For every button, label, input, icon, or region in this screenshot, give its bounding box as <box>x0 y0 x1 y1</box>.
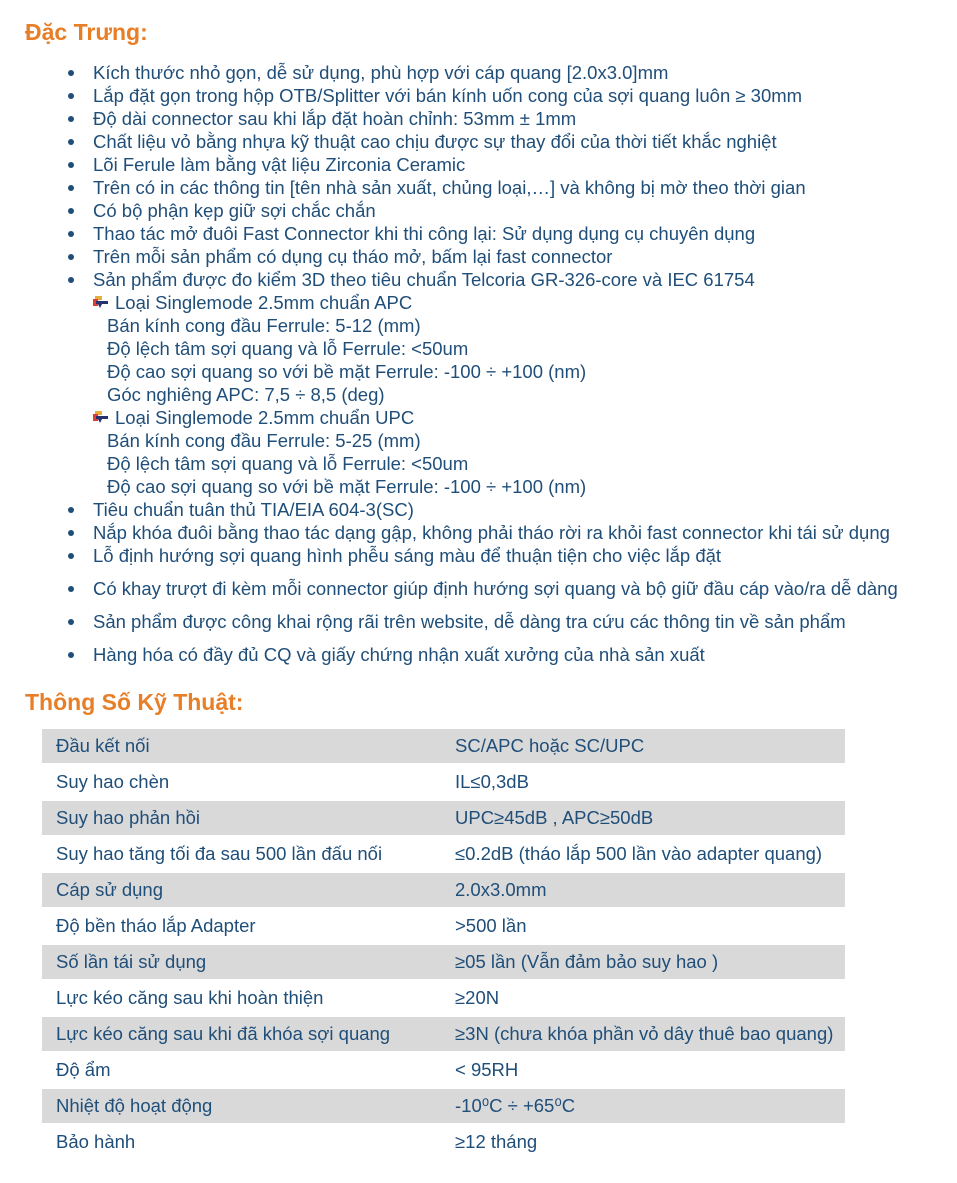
table-row <box>42 1017 845 1051</box>
list-item <box>25 498 927 521</box>
spec-value: ≥3N (chưa khóa phần vỏ dây thuê bao quang) <box>455 1023 834 1044</box>
spec-value: 2.0x3.0mm <box>455 879 547 900</box>
table-row <box>42 801 845 835</box>
specs-section-title: Thông Số Kỹ Thuật: <box>25 689 244 715</box>
list-item <box>25 176 927 199</box>
feature-text: Có bộ phận kẹp giữ sợi chắc chắn <box>93 200 376 221</box>
subgroup-header <box>93 406 927 429</box>
list-item <box>25 643 927 666</box>
features-list <box>25 61 927 666</box>
colored-down-arrow-icon <box>93 411 108 424</box>
spec-table <box>42 729 845 1159</box>
list-item <box>25 222 927 245</box>
bullet-dot-icon <box>68 652 74 658</box>
spec-label: Nhiệt độ hoạt động <box>56 1095 213 1116</box>
feature-text: Thao tác mở đuôi Fast Connector khi thi công lại: Sử dụng dụng cụ chuyên dụng <box>93 223 756 244</box>
subgroup-upc <box>25 406 927 498</box>
spec-value: UPC≥45dB , APC≥50dB <box>455 807 654 828</box>
spec-label: Lực kéo căng sau khi đã khóa sợi quang <box>56 1023 391 1044</box>
spec-label: Suy hao tăng tối đa sau 500 lần đấu nối <box>56 843 383 864</box>
bullet-dot-icon <box>68 231 74 237</box>
bullet-dot-icon <box>68 254 74 260</box>
feature-text: Nắp khóa đuôi bằng thao tác dạng gập, không phải tháo rời ra khỏi fast connector khi tái sử dụng <box>93 522 890 543</box>
list-item <box>25 577 927 600</box>
table-row <box>42 909 845 943</box>
table-row <box>42 729 845 763</box>
spec-value: ≤0.2dB (tháo lắp 500 lần vào adapter quang) <box>455 843 823 864</box>
bullet-dot-icon <box>68 116 74 122</box>
table-row <box>42 837 845 871</box>
spec-label: Lực kéo căng sau khi hoàn thiện <box>56 987 324 1008</box>
features-section-title: Đặc Trưng: <box>25 19 148 45</box>
spec-value: >500 lần <box>455 915 527 936</box>
list-item <box>25 61 927 84</box>
feature-text: Lỗ định hướng sợi quang hình phễu sáng màu để thuận tiện cho việc lắp đặt <box>93 545 722 566</box>
feature-text: Trên mỗi sản phẩm có dụng cụ tháo mở, bấm lại fast connector <box>93 246 613 267</box>
feature-text: Sản phẩm được đo kiểm 3D theo tiêu chuẩn Telcoria GR-326-core và IEC 61754 <box>93 269 755 290</box>
subgroup-line: Độ cao sợi quang so với bề mặt Ferrule: -100 ÷ +100 (nm) <box>107 361 587 382</box>
list-item <box>25 245 927 268</box>
bullet-dot-icon <box>68 162 74 168</box>
bullet-dot-icon <box>68 208 74 214</box>
bullet-dot-icon <box>68 553 74 559</box>
colored-down-arrow-icon <box>93 296 108 309</box>
spec-label: Đầu kết nối <box>56 735 150 756</box>
spec-label: Suy hao phản hồi <box>56 807 201 828</box>
bullet-dot-icon <box>68 93 74 99</box>
spec-value: ≥12 tháng <box>455 1131 538 1152</box>
bullet-dot-icon <box>68 70 74 76</box>
list-item <box>25 153 927 176</box>
table-row <box>42 1053 845 1087</box>
spec-label: Số lần tái sử dụng <box>56 951 207 972</box>
bullet-dot-icon <box>68 530 74 536</box>
list-item <box>25 107 927 130</box>
subgroup-header-text: Loại Singlemode 2.5mm chuẩn APC <box>115 292 413 313</box>
spec-value: < 95RH <box>455 1059 519 1080</box>
subgroup-line: Bán kính cong đầu Ferrule: 5-25 (mm) <box>107 430 421 451</box>
bullet-dot-icon <box>68 507 74 513</box>
feature-text: Chất liệu vỏ bằng nhựa kỹ thuật cao chịu được sự thay đổi của thời tiết khắc nghiệt <box>93 131 777 152</box>
bullet-dot-icon <box>68 139 74 145</box>
table-row <box>42 873 845 907</box>
list-item <box>25 268 927 291</box>
feature-text: Trên có in các thông tin [tên nhà sản xuất, chủng loại,…] và không bị mờ theo thời gian <box>93 177 806 198</box>
subgroup-line: Độ lệch tâm sợi quang và lỗ Ferrule: <50um <box>107 453 469 474</box>
subgroup-line: Bán kính cong đầu Ferrule: 5-12 (mm) <box>107 315 421 336</box>
table-row <box>42 765 845 799</box>
subgroup-line: Độ lệch tâm sợi quang và lỗ Ferrule: <50um <box>107 338 469 359</box>
table-row <box>42 945 845 979</box>
spec-value: -10⁰C ÷ +65⁰C <box>455 1095 576 1116</box>
spec-value: IL≤0,3dB <box>455 771 529 792</box>
feature-text: Sản phẩm được công khai rộng rãi trên website, dễ dàng tra cứu các thông tin về sản phẩm <box>93 611 846 632</box>
table-row <box>42 1089 845 1123</box>
list-item <box>25 84 927 107</box>
feature-text: Độ dài connector sau khi lắp đặt hoàn chỉnh: 53mm ± 1mm <box>93 108 577 129</box>
list-item <box>25 521 927 544</box>
feature-text: Lắp đặt gọn trong hộp OTB/Splitter với bán kính uốn cong của sợi quang luôn ≥ 30mm <box>93 85 803 106</box>
list-item <box>25 130 927 153</box>
subgroup-header-text: Loại Singlemode 2.5mm chuẩn UPC <box>115 407 415 428</box>
feature-text: Có khay trượt đi kèm mỗi connector giúp định hướng sợi quang và bộ giữ đầu cáp vào/ra dễ dàng <box>93 578 898 599</box>
feature-text: Tiêu chuẩn tuân thủ TIA/EIA 604-3(SC) <box>93 499 414 520</box>
spec-label: Độ bền tháo lắp Adapter <box>56 915 256 936</box>
bullet-dot-icon <box>68 185 74 191</box>
feature-text: Kích thước nhỏ gọn, dễ sử dụng, phù hợp với cáp quang [2.0x3.0]mm <box>93 62 669 83</box>
list-item <box>25 544 927 567</box>
spec-label: Bảo hành <box>56 1131 136 1152</box>
bullet-dot-icon <box>68 619 74 625</box>
subgroup-header <box>93 291 927 314</box>
spec-value: ≥05 lần (Vẫn đảm bảo suy hao ) <box>455 951 719 972</box>
list-item <box>25 199 927 222</box>
table-row <box>42 981 845 1015</box>
subgroup-apc <box>25 291 927 406</box>
spec-label: Độ ẩm <box>56 1059 111 1080</box>
spec-value: SC/APC hoặc SC/UPC <box>455 735 645 756</box>
bullet-dot-icon <box>68 277 74 283</box>
spec-label: Cáp sử dụng <box>56 879 164 900</box>
subgroup-line: Độ cao sợi quang so với bề mặt Ferrule: -100 ÷ +100 (nm) <box>107 476 587 497</box>
subgroup-line: Góc nghiêng APC: 7,5 ÷ 8,5 (deg) <box>107 384 385 405</box>
spec-value: ≥20N <box>455 987 500 1008</box>
feature-text: Lõi Ferule làm bằng vật liệu Zirconia Ceramic <box>93 154 466 175</box>
list-item <box>25 610 927 633</box>
feature-text: Hàng hóa có đầy đủ CQ và giấy chứng nhận xuất xưởng của nhà sản xuất <box>93 644 705 665</box>
spec-label: Suy hao chèn <box>56 771 170 792</box>
bullet-dot-icon <box>68 586 74 592</box>
table-row <box>42 1125 845 1159</box>
